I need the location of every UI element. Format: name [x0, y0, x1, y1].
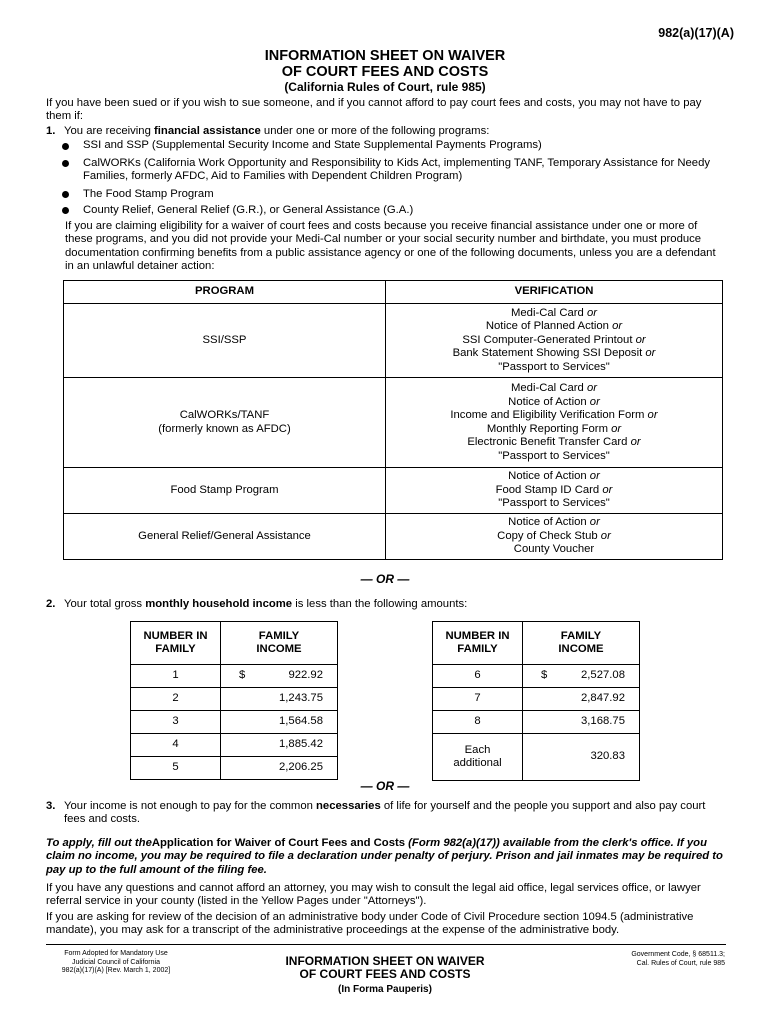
program-name: CalWORKs/TANF	[179, 409, 270, 421]
verification-line: Medi-Cal Card or	[510, 306, 597, 319]
table-header-row	[433, 622, 640, 665]
item1-number: 1.	[46, 125, 56, 137]
bullet-icon	[62, 191, 69, 198]
table-header-row	[131, 622, 338, 665]
verification-cell	[386, 514, 723, 560]
verification-cell	[386, 378, 723, 468]
intro-paragraph: If you have been sued or if you wish to sue someone, and if you cannot afford to pay court fees and costs, you may not have to pay them if:	[46, 97, 702, 123]
table-row	[64, 514, 723, 560]
program-note: (formerly known as AFDC)	[158, 422, 291, 435]
column-header-verification: VERIFICATION	[386, 281, 723, 304]
item2-number: 2.	[46, 598, 56, 610]
verification-line: Notice of Action or	[508, 516, 600, 529]
verification-line: Copy of Check Stub or	[497, 529, 611, 542]
legal-help-paragraph: If you have any questions and cannot afford an attorney, you may wish to consult the legal aid office, legal services office, or lawyer referral service in your county (listed in the Yellow Pages under "Attorneys").	[46, 882, 701, 908]
bullet-icon	[62, 160, 69, 167]
program-cell	[64, 468, 386, 514]
item1-heading	[46, 125, 744, 138]
column-header-program: PROGRAM	[64, 281, 386, 304]
column-header-family-size: NUMBER IN FAMILY	[433, 622, 523, 665]
rule-reference: (California Rules of Court, rule 985)	[284, 80, 486, 94]
program-name: General Relief/General Assistance	[138, 529, 311, 542]
footer-title-line3: (In Forma Pauperis)	[338, 984, 432, 995]
program-list-item: CalWORKs (California Work Opportunity and Responsibility to Kids Act, implementing TANF, Temporary Assistance for Needy Families, formerly AFDC, Aid to Families with Dependent Children Program)	[83, 157, 711, 183]
program-cell	[64, 514, 386, 560]
column-header-family-income: FAMILY INCOME	[523, 622, 640, 665]
table-row: 4 1,885.42	[131, 734, 338, 757]
bullet-icon	[62, 143, 69, 150]
column-header-family-income: FAMILY INCOME	[221, 622, 338, 665]
verification-line: Notice of Action or	[508, 470, 600, 483]
bullet-icon	[62, 207, 69, 214]
program-cell	[64, 304, 386, 378]
verification-line: "Passport to Services"	[498, 497, 610, 510]
item1-text-after: under one or more of the following programs:	[260, 125, 490, 137]
verification-line: Medi-Cal Card or	[510, 382, 597, 394]
verification-line: Food Stamp ID Card or	[495, 483, 613, 496]
program-verification-table	[63, 280, 723, 560]
eligibility-paragraph: If you are claiming eligibility for a waiver of court fees and costs because you receive financial assistance under one or more of these programs, and you did not provide your Medi-Cal number or your social security number and birthdate, you must produce documentation confirming benefits from a public assistance agency or one of the following documents, unless you are a defendant in an unlawful detainer action:	[65, 220, 716, 273]
table-row: 1 $ 922.92	[131, 665, 338, 688]
table-header-row	[64, 281, 723, 304]
verification-line: Notice of Action or	[508, 395, 600, 408]
program-list-item: SSI and SSP (Supplemental Security Income and State Supplemental Payments Programs)	[83, 139, 542, 151]
administrative-review-paragraph: If you are asking for review of the decision of an administrative body under Code of Civil Procedure section 1094.5 (administrative mandate), you may ask for a transcript of the administrative proceedings at the expense of the administrative body.	[46, 911, 694, 937]
program-list-item: County Relief, General Relief (G.R.), or General Assistance (G.A.)	[83, 204, 414, 216]
page-title-line1: INFORMATION SHEET ON WAIVER	[264, 48, 506, 64]
table-row: 3 1,564.58	[131, 711, 338, 734]
income-table-left	[130, 621, 338, 780]
apply-instructions: To apply, fill out theApplication for Waiver of Court Fees and Costs (Form 982(a)(17)) available from the clerk's office. If you claim no income, you may be required to file a declaration under penalty of perjury. Prison and jail inmates may be required to pay up to the full amount of the filing fee.	[46, 837, 723, 876]
program-list-item: The Food Stamp Program	[83, 188, 214, 200]
verification-line: "Passport to Services"	[498, 360, 610, 373]
table-row: 7 2,847.92	[433, 688, 640, 711]
table-row	[64, 304, 723, 378]
item3-paragraph: 3. Your income is not enough to pay for the common necessaries of life for yourself and the people you support and also pay court fees and costs.	[46, 800, 706, 826]
program-name: Food Stamp Program	[170, 483, 279, 496]
verification-line: Notice of Planned Action or	[485, 320, 623, 333]
verification-cell	[386, 304, 723, 378]
item3-number: 3.	[46, 800, 56, 812]
verification-line: Bank Statement Showing SSI Deposit or	[452, 347, 656, 360]
program-name: SSI/SSP	[202, 333, 247, 346]
verification-line: Electronic Benefit Transfer Card or	[467, 436, 641, 448]
footer-title-line1: INFORMATION SHEET ON WAIVER	[285, 954, 485, 968]
footer-title-line2: OF COURT FEES AND COSTS	[299, 967, 471, 981]
or-separator: — OR —	[360, 779, 410, 793]
verification-line: Income and Eligibility Verification Form or	[450, 409, 658, 421]
table-row	[64, 378, 723, 468]
column-header-family-size: NUMBER IN FAMILY	[131, 622, 221, 665]
item1-text-before: You are receiving	[64, 125, 155, 137]
form-code: 982(a)(17)(A)	[658, 26, 734, 40]
table-row: 2 1,243.75	[131, 688, 338, 711]
page-title-line2: OF COURT FEES AND COSTS	[281, 64, 489, 80]
verification-line: SSI Computer-Generated Printout or	[462, 333, 646, 346]
verification-line: "Passport to Services"	[498, 449, 610, 462]
verification-cell	[386, 468, 723, 514]
item2-heading: 2. Your total gross monthly household income is less than the following amounts:	[46, 598, 468, 610]
program-cell	[64, 378, 386, 468]
footer-adoption-note: Form Adopted for Mandatory Use Judicial Council of California 982(a)(17)(A) [Rev. March 1, 2002]	[61, 950, 171, 974]
verification-line: County Voucher	[513, 543, 595, 556]
or-separator: — OR —	[360, 572, 410, 586]
footer-divider	[46, 944, 726, 945]
income-table-right	[432, 621, 640, 781]
table-row: 6 $ 2,527.08	[433, 665, 640, 688]
table-row: Each additional 320.83	[433, 734, 640, 781]
table-row: 8 3,168.75	[433, 711, 640, 734]
table-row: 5 2,206.25	[131, 757, 338, 780]
footer-citations: Government Code, § 68511.3; Cal. Rules of Court, rule 985	[631, 951, 725, 967]
verification-line: Monthly Reporting Form or	[486, 422, 622, 435]
table-row	[64, 468, 723, 514]
item1-text-bold: financial assistance	[154, 125, 261, 137]
